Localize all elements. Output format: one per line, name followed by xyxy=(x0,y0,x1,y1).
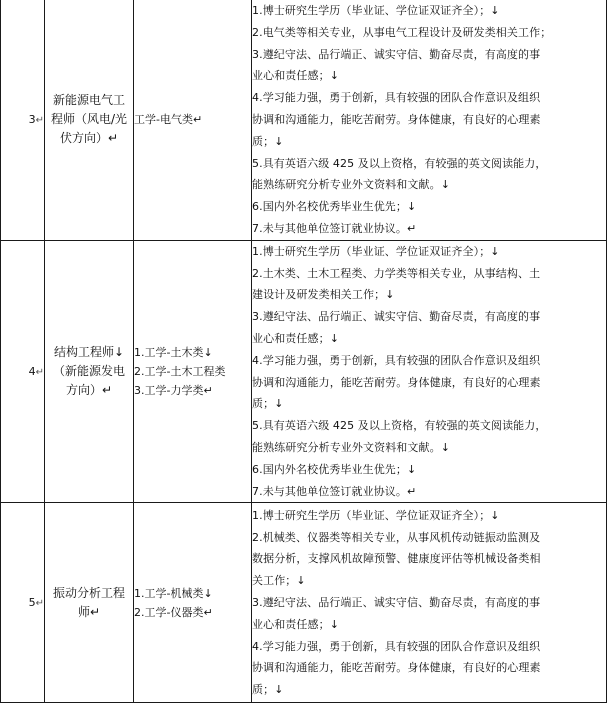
requirement-line: 建设计及研发类相关工作；↓ xyxy=(252,288,395,302)
major-item: 工学-电气类↵ xyxy=(134,113,203,127)
requirement-line: 能熟练研究分析专业外文资料和文献。↓ xyxy=(252,178,451,192)
position-title-line: （新能源发电 xyxy=(52,364,125,379)
requirement-line: 1.博士研究生学历（毕业证、学位证双证齐全）；↓ xyxy=(252,4,500,17)
major-item: 2.工学-土木工程类 xyxy=(134,365,226,379)
requirement-line: 协调和沟通能力，能吃苦耐劳。身体健康，有良好的心理素 xyxy=(252,375,541,389)
position-title-line: 伏方向）↵ xyxy=(59,131,119,146)
row-number: 4 xyxy=(28,365,36,379)
requirements-cell xyxy=(252,240,607,503)
requirement-line: 协调和沟通能力，能吃苦耐劳。身体健康，有良好的心理素 xyxy=(252,112,541,126)
requirement-line: 数据分析，支撑风机故障预警、健康度评估等机械设备类相 xyxy=(252,552,541,566)
row-number: 3 xyxy=(28,113,36,127)
major-cell xyxy=(134,240,252,503)
requirement-line: 业心和责任感；↓ xyxy=(252,331,340,345)
requirement-line: 3.遵纪守法、品行端正、诚实守信、勤奋尽责，有高度的事 xyxy=(252,595,541,609)
requirement-line: 质；↓ xyxy=(252,683,284,697)
major-item: 2.工学-仪器类↵ xyxy=(134,605,213,619)
requirement-line: 6.国内外名校优秀毕业生优先；↓ xyxy=(252,462,417,476)
requirement-line: 关工作；↓ xyxy=(252,574,306,588)
row-number: 5 xyxy=(28,596,36,610)
requirement-line: 业心和责任感；↓ xyxy=(252,69,340,83)
requirement-line: 7.未与其他单位签订就业协议。↵ xyxy=(252,484,417,498)
requirement-line: 4.学习能力强，勇于创新，具有较强的团队合作意识及组织 xyxy=(252,639,541,653)
table-body xyxy=(1,0,607,703)
major-item: 1.工学-机械类↓ xyxy=(134,586,213,600)
requirement-line: 质；↓ xyxy=(252,397,284,411)
row-number-cell xyxy=(1,503,45,703)
requirement-line: 4.学习能力强，勇于创新，具有较强的团队合作意识及组织 xyxy=(252,353,541,367)
requirement-line: 5.具有英语六级 425 及以上资格，有较强的英文阅读能力， xyxy=(252,156,547,170)
major-cell xyxy=(134,0,252,240)
requirement-line: 1.博士研究生学历（毕业证、学位证双证齐全）；↓ xyxy=(252,508,500,522)
major-item: 3.工学-力学类↵ xyxy=(134,384,213,398)
requirement-line: 能熟练研究分析专业外文资料和文献。↓ xyxy=(252,440,451,454)
requirements-cell xyxy=(252,0,607,240)
major-cell xyxy=(134,503,252,703)
position-cell xyxy=(45,0,134,240)
requirement-line: 4.学习能力强，勇于创新，具有较强的团队合作意识及组织 xyxy=(252,91,541,105)
position-title-line: 结构工程师↓ xyxy=(53,345,125,360)
position-title-line: 师↵ xyxy=(77,604,101,619)
row-number-cell xyxy=(1,0,45,240)
requirement-line: 5.具有英语六级 425 及以上资格，有较强的英文阅读能力， xyxy=(252,419,547,433)
requirement-line: 2.电气类等相关专业，从事电气工程设计及研发类相关工作； xyxy=(252,25,552,39)
position-cell xyxy=(45,240,134,503)
requirement-line: 业心和责任感；↓ xyxy=(252,617,340,631)
position-title-line: 程师（风电/光 xyxy=(50,112,128,127)
position-title-line: 新能源电气工 xyxy=(52,93,125,108)
position-title-line: 振动分析工程 xyxy=(52,585,125,600)
requirement-line: 协调和沟通能力，能吃苦耐劳。身体健康，有良好的心理素 xyxy=(252,661,541,675)
requirement-line: 质；↓ xyxy=(252,134,284,148)
paragraph-mark: ↵ xyxy=(35,115,44,127)
paragraph-mark: ↵ xyxy=(35,598,44,610)
table-row xyxy=(1,503,607,703)
requirement-line: 2.机械类、仪器类等相关专业，从事风机传动链振动监测及 xyxy=(252,530,541,544)
requirement-line: 2.土木类、土木工程类、力学类等相关专业，从事结构、土 xyxy=(252,266,541,280)
position-title-line: 方向）↵ xyxy=(65,383,113,398)
requirements-cell xyxy=(252,503,607,703)
table-row xyxy=(1,240,607,503)
requirement-line: 3.遵纪守法、品行端正、诚实守信、勤奋尽责，有高度的事 xyxy=(252,310,541,324)
paragraph-mark: ↵ xyxy=(35,367,44,379)
requirement-line: 3.遵纪守法、品行端正、诚实守信、勤奋尽责，有高度的事 xyxy=(252,47,541,61)
major-item: 1.工学-土木类↓ xyxy=(134,346,213,360)
row-number-cell xyxy=(1,240,45,503)
requirement-line: 7.未与其他单位签订就业协议。↵ xyxy=(252,221,417,235)
table-row xyxy=(1,0,607,240)
requirement-line: 1.博士研究生学历（毕业证、学位证双证齐全）；↓ xyxy=(252,244,500,258)
requirement-line: 6.国内外名校优秀毕业生优先；↓ xyxy=(252,200,417,214)
position-cell xyxy=(45,503,134,703)
